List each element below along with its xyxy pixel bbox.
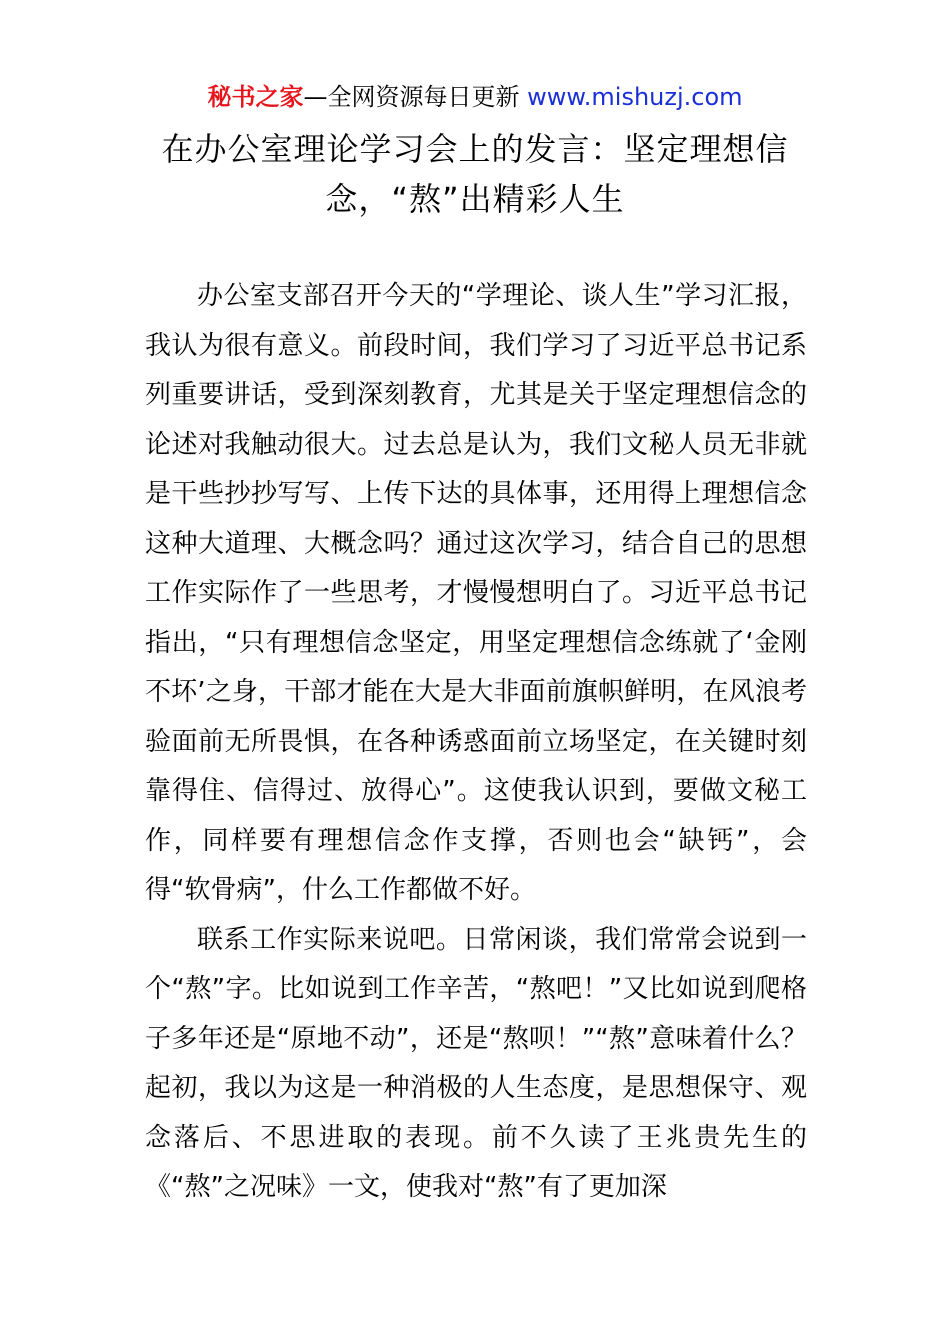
title-line-1: 在办公室理论学习会上的发言：坚定理想信	[161, 130, 789, 168]
site-brand: 秘书之家	[207, 83, 304, 111]
body-paragraph: 办公室支部召开今天的“学理论、谈人生”学习汇报，我认为很有意义。前段时间，我们学习了习近平总书记系列重要讲话，受到深刻教育，尤其是关于坚定理想信念的论述对我触动很大。过去总是认为，我们文秘人员无非就是干些抄抄写写、上传下达的具体事，还用得上理想信念这种大道理、大概念吗？通过这次学习，结合自己的思想工作实际作了一些思考，才慢慢想明白了。习近平总书记指出，“只有理想信念坚定，用坚定理想信念练就了‘金刚不坏’之身，干部才能在大是大非面前旗帜鲜明，在风浪考验面前无所畏惧，在各种诱惑面前立场坚定，在关键时刻靠得住、信得过、放得心”。这使我认识到，要做文秘工作，同样要有理想信念作支撑，否则也会“缺钙”，会得“软骨病”，什么工作都做不好。	[145, 281, 807, 905]
document-title	[140, 124, 810, 224]
document-body	[145, 272, 807, 1213]
title-line-2: 念，“熬”出精彩人生	[325, 180, 625, 218]
body-paragraph: 联系工作实际来说吧。日常闲谈，我们常常会说到一个“熬”字。比如说到工作辛苦，“熬吧！”又比如说到爬格子多年还是“原地不动”，还是“熬呗！”“熬”意味着什么？起初，我以为这是一种消极的人生态度，是思想保守、观念落后、不思进取的表现。前不久读了王兆贵先生的《“熬”之况味》一文，使我对“熬”有了更加深	[145, 924, 807, 1202]
site-header	[0, 80, 950, 114]
site-tagline: —全网资源每日更新	[303, 83, 520, 111]
site-url-link[interactable]: www.mishuzj.com	[527, 83, 743, 111]
